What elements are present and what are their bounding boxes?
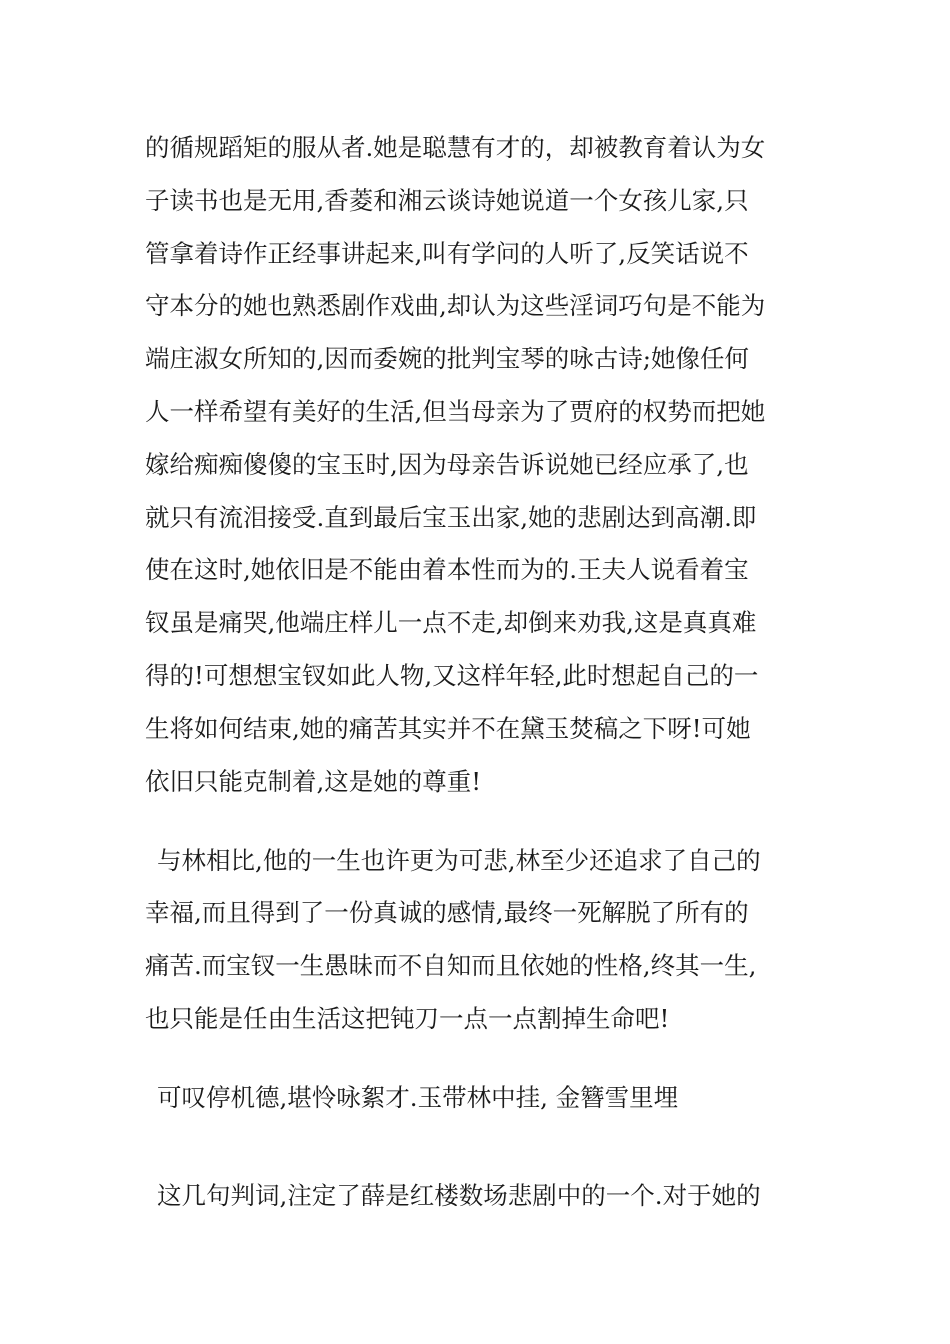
text-line: 子读书也是无用,香菱和湘云谈诗她说道一个女孩儿家,只	[145, 186, 749, 215]
text-line: 得的!可想想宝钗如此人物,又这样年轻,此时想起自己的一	[145, 661, 759, 690]
text-line: 使在这时,她依旧是不能由着本性而为的.王夫人说看着宝	[145, 555, 749, 584]
text-line: 就只有流泪接受.直到最后宝玉出家,她的悲剧达到高潮.即	[145, 503, 757, 532]
text-line: 嫁给痴痴傻傻的宝玉时,因为母亲告诉说她已经应承了,也	[145, 450, 749, 479]
text-line: 痛苦.而宝钗一生愚昧而不自知而且依她的性格,终其一生,	[145, 951, 757, 980]
text-line: 可叹停机德,堪怜咏絮才.玉带林中挂, 金簪雪里埋	[157, 1083, 679, 1112]
text-line: 端庄淑女所知的,因而委婉的批判宝琴的咏古诗;她像任何	[145, 344, 750, 373]
text-line: 钗虽是痛哭,他端庄样儿一点不走,却倒来劝我,这是真真难	[145, 608, 757, 637]
text-line: 与林相比,他的一生也许更为可悲,林至少还追求了自己的	[157, 846, 761, 875]
text-line: 的循规蹈矩的服从者.她是聪慧有才的，却被教育着认为女	[145, 133, 766, 162]
text-line: 幸福,而且得到了一份真诚的感情,最终一死解脱了所有的	[145, 898, 749, 927]
text-line: 守本分的她也熟悉剧作戏曲,却认为这些淫词巧句是不能为	[145, 291, 766, 320]
text-line: 也只能是任由生活这把钝刀一点一点割掉生命吧!	[145, 1004, 670, 1033]
text-line: 管拿着诗作正经事讲起来,叫有学问的人听了,反笑话说不	[145, 239, 749, 268]
text-line: 人一样希望有美好的生活,但当母亲为了贾府的权势而把她	[145, 397, 766, 426]
text-line: 这几句判词,注定了薛是红楼数场悲剧中的一个.对于她的	[157, 1181, 761, 1210]
text-line: 依旧只能克制着,这是她的尊重!	[145, 767, 482, 796]
text-line: 生将如何结束,她的痛苦其实并不在黛玉焚稿之下呀!可她	[145, 714, 751, 743]
